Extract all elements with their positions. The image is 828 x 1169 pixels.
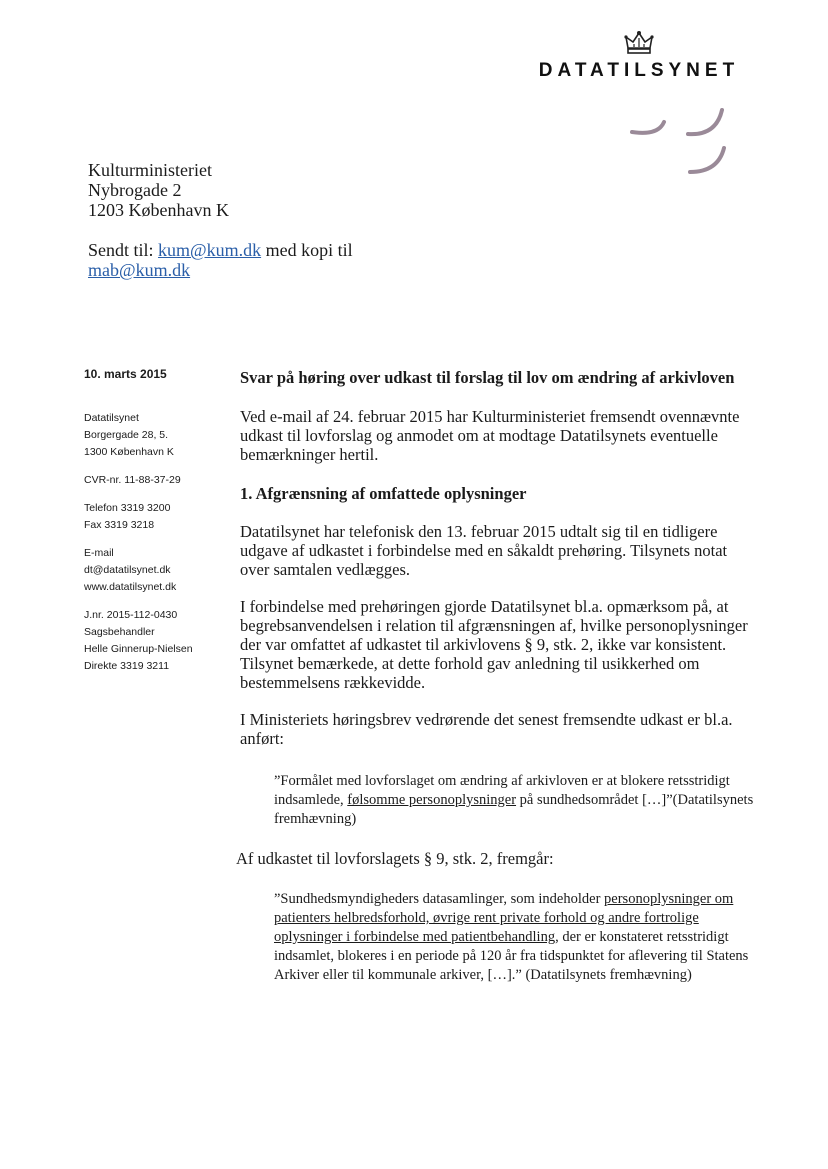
sender-handler-label: Sagsbehandler [84,626,155,638]
sender-email[interactable]: dt@datatilsynet.dk [84,564,171,576]
letter-date: 10. marts 2015 [84,367,167,381]
letter-subject: Svar på høring over udkast til forslag til lov om ændring af arkivloven [240,368,735,387]
quote-1-emphasis: følsomme personoplysninger [347,792,517,808]
email-link-mab[interactable]: mab@kum.dk [88,260,191,280]
sent-to-line [88,240,353,280]
recipient-name: Kulturministeriet [88,160,212,180]
paragraph-2: I forbindelse med prehøringen gjorde Datatilsynet bl.a. opmærksom på, at begrebsanvendelsen i relation til afgrænsningen af, hvilke personoplysninger der var omfattet af udkastet til arkivlovens § 9, stk. 2, ikke var konsistent. Tilsynet bemærkede, at dette forhold gav anledning til usikkerhed om bestemmelsens rækkevidde. [240,597,748,692]
email-link-kum[interactable]: kum@kum.dk [158,240,262,260]
paragraph-4: Af udkastet til lovforslagets § 9, stk. 2, fremgår: [236,849,554,868]
quote-2-start: ”Sundhedsmyndigheders datasamlinger, som indeholder [274,891,605,907]
logo-text: DATATILSYNET [538,60,740,81]
sender-email-label: E-mail [84,547,114,559]
sender-city: 1300 København K [84,446,174,458]
sender-web[interactable]: www.datatilsynet.dk [84,581,177,593]
letterhead-logo [527,30,751,82]
quote-2-end: , der er konstateret retsstridigt indsamlet, blokeres i en periode på 120 år fra tidspunktet for aflevering til Statens Arkiver eller til kommunale arkiver, […].” (Datatilsynets fremhævning) [274,929,749,983]
sender-info [84,410,193,686]
intro-paragraph: Ved e-mail af 24. februar 2015 har Kulturministeriet fremsendt ovennævnte udkast til lovforslag og anmodet om at modtage Datatilsynets eventuelle bemærkninger hertil. [240,407,740,464]
sender-street: Borgergade 28, 5. [84,429,169,441]
sent-prefix: Sendt til: [88,240,159,260]
recipient-street: Nybrogade 2 [88,180,182,200]
sender-jnr: J.nr. 2015-112-0430 [84,609,178,621]
sender-org: Datatilsynet [84,412,139,424]
crown-icon [624,30,654,56]
paragraph-1: Datatilsynet har telefonisk den 13. februar 2015 udtalt sig til en tidligere udgave af udkastet i forbindelse med en såkaldt prehøring. Tilsynets notat over samtalen vedlægges. [240,522,728,579]
recipient-city: 1203 København K [88,200,229,220]
recipient-address [88,160,229,220]
quote-1-end: på sundhedsområdet […]”(Datatilsynets fremhævning) [274,792,754,827]
quote-1 [274,772,755,829]
handwritten-mark [630,100,740,180]
sender-phone: Telefon 3319 3200 [84,502,171,514]
sender-direct: Direkte 3319 3211 [84,660,170,672]
sent-middle: med kopi til [261,240,353,260]
quote-1-start: ”Formålet med lovforslaget om ændring af arkivloven er at blokere retsstridigt indsamlede, [274,773,730,808]
sender-cvr: CVR-nr. 11-88-37-29 [84,474,181,486]
quote-2 [274,890,755,985]
quote-2-emphasis: personoplysninger om patienters helbredsforhold, øvrige rent private forhold og andre fortrolige oplysninger i forbindelse med patientbehandling [274,891,734,945]
paragraph-3: I Ministeriets høringsbrev vedrørende det senest fremsendte udkast er bl.a. anført: [240,710,733,748]
letter-body [236,368,755,985]
sender-fax: Fax 3319 3218 [84,519,155,531]
sender-handler: Helle Ginnerup-Nielsen [84,643,193,655]
section-heading-1: 1. Afgrænsning af omfattede oplysninger [240,484,527,503]
